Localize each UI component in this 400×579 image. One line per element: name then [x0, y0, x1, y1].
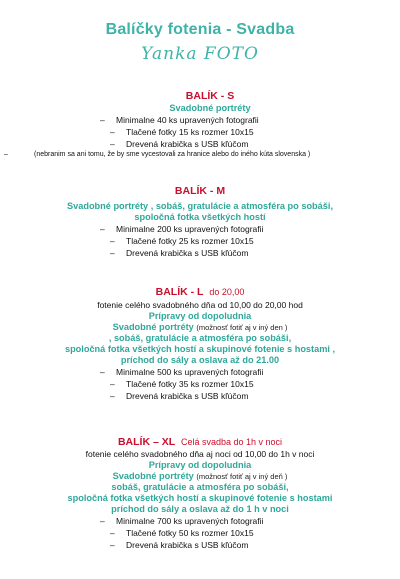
package-l-line-note: (možnosť fotiť aj v iný den ) [196, 323, 288, 332]
package-l-item: – Minimalne 500 ks upravených fotografii [100, 367, 264, 377]
package-xl-line-note: (možnosť fotiť aj v iný deň ) [196, 472, 288, 481]
package-l [0, 286, 400, 402]
package-xl-hours: fotenie celého svadobného dňa aj noci od 10,00 do 1h v noci [85, 449, 315, 459]
package-l-item: – Tlačené fotky 35 ks rozmer 10x15 [110, 379, 254, 389]
package-m-item: – Tlačené fotky 25 ks rozmer 10x15 [110, 236, 254, 246]
package-l-line: príchod do sály a oslava až do 21.00 [120, 355, 280, 365]
package-s-line: Svadobné portréty [169, 103, 251, 113]
package-m-item: – Drevená krabička s USB kľúčom [110, 248, 249, 258]
package-xl-line: príchod do sály a oslava až do 1 h v noci [111, 504, 289, 514]
package-m [0, 185, 400, 259]
package-s-item: – Minimalne 40 ks upravených fotografii [100, 115, 259, 125]
package-l-title: BALÍK - L do 20,00 [155, 286, 245, 298]
package-xl-title: BALÍK – XL Celá svadba do 1h v noci [117, 436, 283, 448]
package-xl-line: Svadobné portréty (možnosť fotiť aj v iný deň ) [112, 471, 288, 481]
package-s-item: – Drevená krabička s USB kľúčom [110, 139, 249, 149]
package-l-line: Prípravy od dopoludnia [148, 311, 252, 321]
package-s-item: – Tlačené fotky 15 ks rozmer 10x15 [110, 127, 254, 137]
package-xl-item: – Minimalne 700 ks upravených fotografii [100, 516, 264, 526]
package-xl-item: – Drevená krabička s USB kľúčom [110, 540, 249, 550]
brand-signature: Yanka FOTO [141, 44, 259, 64]
package-l-line: Svadobné portréty (možnosť fotiť aj v iný den ) [112, 322, 288, 332]
package-l-line: spoločná fotka všetkých hostí a skupinové fotenie s hostami , [64, 344, 336, 354]
package-m-line: Svadobné portréty , sobáš, gratulácie a atmosféra po sobáši, [66, 201, 333, 211]
package-l-item: – Drevená krabička s USB kľúčom [110, 391, 249, 401]
package-s [0, 90, 400, 160]
package-l-line: , sobáš, gratulácie a atmosféra po sobáši, [108, 333, 292, 343]
package-xl-line: Prípravy od dopoludnia [148, 460, 252, 470]
package-xl [0, 436, 400, 551]
package-l-hours: fotenie celého svadobného dňa od 10,00 do 20,00 hod [97, 300, 303, 310]
package-m-title: BALÍK - M [174, 185, 226, 197]
package-xl-line: spoločná fotka všetkých hostí a skupinové fotenie s hostami [67, 493, 333, 503]
package-s-title: BALÍK - S [185, 90, 235, 102]
page-title: Balíčky fotenia - Svadba [105, 21, 295, 38]
package-m-line: spoločná fotka všetkých hostí [134, 212, 266, 222]
package-s-remark: – (nebranim sa ani tomu, že by sme vycestovali za hranice alebo do iného kúta slovenska ) [4, 151, 311, 158]
package-xl-line: sobáš, gratulácie a atmosféra po sobáši, [111, 482, 289, 492]
package-xl-item: – Tlačené fotky 50 ks rozmer 10x15 [110, 528, 254, 538]
package-l-title-note: do 20,00 [209, 287, 245, 297]
package-m-item: – Minimalne 200 ks upravených fotografii [100, 224, 264, 234]
package-xl-title-note: Celá svadba do 1h v noci [180, 437, 283, 447]
